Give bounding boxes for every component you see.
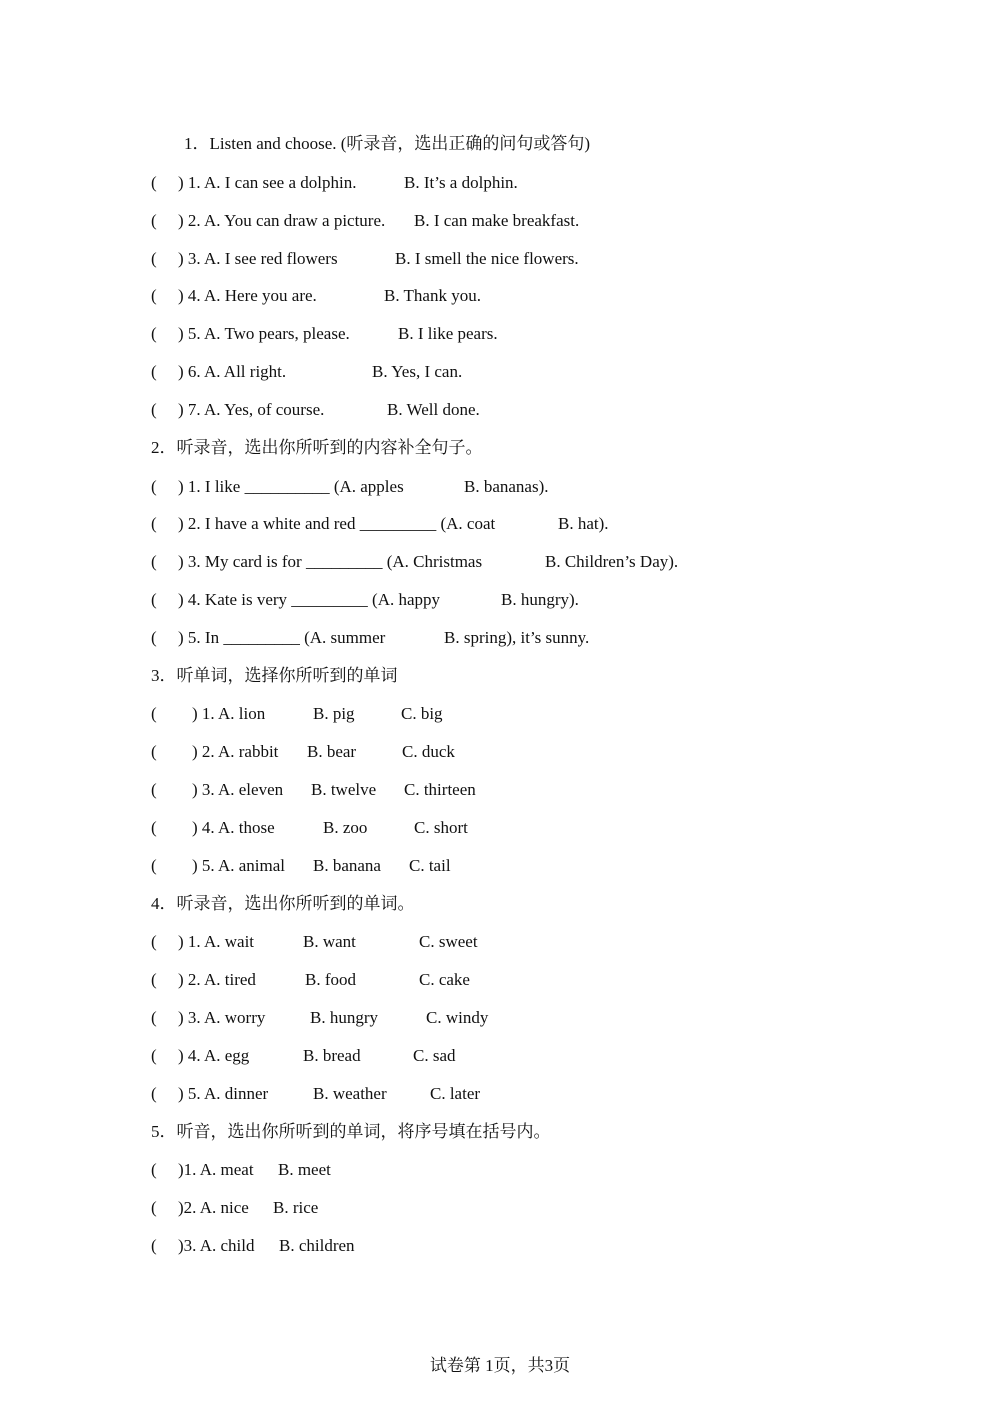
question-row bbox=[0, 550, 1000, 574]
option-b: B. Well done. bbox=[387, 400, 480, 419]
answer-bracket: ( bbox=[151, 477, 157, 496]
question-row bbox=[0, 740, 1000, 764]
question-row bbox=[0, 398, 1000, 422]
question-stem: ) 3. A. I see red flowers bbox=[178, 249, 338, 268]
answer-bracket: ( bbox=[151, 780, 157, 799]
option-b: B. I like pears. bbox=[398, 324, 498, 343]
answer-bracket: ( bbox=[151, 1160, 157, 1179]
answer-bracket: ( bbox=[151, 400, 157, 419]
question-stem: ) 3. A. eleven bbox=[192, 780, 284, 799]
option-c: C. tail bbox=[409, 856, 451, 875]
question-row bbox=[0, 1158, 1000, 1182]
answer-bracket: ( bbox=[151, 1046, 157, 1065]
option-b: B. zoo bbox=[323, 818, 368, 837]
question-row bbox=[0, 322, 1000, 346]
question-row bbox=[0, 702, 1000, 726]
question-stem: ) 5. A. Two pears, please. bbox=[178, 324, 350, 343]
answer-bracket: ( bbox=[151, 286, 157, 305]
question-stem: ) 4. Kate is very _________ (A. happy bbox=[178, 590, 441, 609]
section-3-heading: 3．听单词，选择你所听到的单词 bbox=[151, 666, 398, 685]
option-b: B. bear bbox=[307, 742, 357, 761]
answer-bracket: ( bbox=[151, 514, 157, 533]
question-stem: ) 5. In _________ (A. summer bbox=[178, 628, 386, 647]
question-row bbox=[0, 1044, 1000, 1068]
answer-bracket: ( bbox=[151, 742, 157, 761]
question-row bbox=[0, 626, 1000, 650]
answer-bracket: ( bbox=[151, 211, 157, 230]
answer-bracket: ( bbox=[151, 1236, 157, 1255]
option-b: B. weather bbox=[313, 1084, 387, 1103]
question-stem: ) 6. A. All right. bbox=[178, 362, 287, 381]
answer-bracket: ( bbox=[151, 590, 157, 609]
option-b: B. pig bbox=[313, 704, 355, 723]
option-c: C. thirteen bbox=[404, 780, 476, 799]
option-b: B. spring), it’s sunny. bbox=[444, 628, 590, 647]
question-row bbox=[0, 360, 1000, 384]
section-1-heading: 1．Listen and choose. (听录音，选出正确的问句或答句) bbox=[184, 134, 591, 153]
option-b: B. Yes, I can. bbox=[372, 362, 463, 381]
answer-bracket: ( bbox=[151, 932, 157, 951]
option-b: B. banana bbox=[313, 856, 381, 875]
question-row bbox=[0, 816, 1000, 840]
question-row bbox=[0, 1082, 1000, 1106]
option-b: B. rice bbox=[273, 1198, 319, 1217]
question-row bbox=[0, 968, 1000, 992]
question-stem: ) 1. A. lion bbox=[192, 704, 266, 723]
option-c: C. sweet bbox=[419, 932, 478, 951]
option-b: B. want bbox=[303, 932, 356, 951]
question-stem: ) 4. A. those bbox=[192, 818, 275, 837]
option-b: B. hat). bbox=[558, 514, 609, 533]
question-stem: )3. A. child bbox=[178, 1236, 255, 1255]
option-b: B. children bbox=[279, 1236, 355, 1255]
question-stem: ) 3. A. worry bbox=[178, 1008, 266, 1027]
page-footer: 试卷第 1页，共3页 bbox=[429, 1356, 571, 1375]
option-b: B. It’s a dolphin. bbox=[404, 173, 518, 192]
question-stem: ) 4. A. egg bbox=[178, 1046, 250, 1065]
answer-bracket: ( bbox=[151, 249, 157, 268]
question-row bbox=[0, 778, 1000, 802]
answer-bracket: ( bbox=[151, 324, 157, 343]
answer-bracket: ( bbox=[151, 818, 157, 837]
section-5-heading: 5．听音，选出你所听到的单词，将序号填在括号内。 bbox=[151, 1122, 551, 1141]
question-row bbox=[0, 854, 1000, 878]
option-b: B. I can make breakfast. bbox=[414, 211, 580, 230]
answer-bracket: ( bbox=[151, 1084, 157, 1103]
question-stem: ) 1. A. I can see a dolphin. bbox=[178, 173, 357, 192]
section-2-heading: 2．听录音，选出你所听到的内容补全句子。 bbox=[151, 438, 483, 457]
option-b: B. Children’s Day). bbox=[545, 552, 679, 571]
option-b: B. food bbox=[305, 970, 356, 989]
question-stem: ) 1. I like __________ (A. apples bbox=[178, 477, 404, 496]
option-c: C. short bbox=[414, 818, 468, 837]
answer-bracket: ( bbox=[151, 628, 157, 647]
question-stem: ) 5. A. animal bbox=[192, 856, 286, 875]
question-row bbox=[0, 284, 1000, 308]
answer-bracket: ( bbox=[151, 856, 157, 875]
question-row bbox=[0, 512, 1000, 536]
question-row bbox=[0, 588, 1000, 612]
question-stem: ) 2. I have a white and red _________ (A. coat bbox=[178, 514, 496, 533]
option-c: C. sad bbox=[413, 1046, 456, 1065]
answer-bracket: ( bbox=[151, 1008, 157, 1027]
question-stem: ) 7. A. Yes, of course. bbox=[178, 400, 325, 419]
option-b: B. bread bbox=[303, 1046, 361, 1065]
question-stem: ) 4. A. Here you are. bbox=[178, 286, 317, 305]
question-stem: ) 2. A. You can draw a picture. bbox=[178, 211, 386, 230]
option-b: B. hungry bbox=[310, 1008, 378, 1027]
question-row bbox=[0, 209, 1000, 233]
question-stem: )1. A. meat bbox=[178, 1160, 254, 1179]
answer-bracket: ( bbox=[151, 1198, 157, 1217]
question-stem: ) 2. A. tired bbox=[178, 970, 256, 989]
answer-bracket: ( bbox=[151, 704, 157, 723]
option-b: B. Thank you. bbox=[384, 286, 481, 305]
answer-bracket: ( bbox=[151, 173, 157, 192]
answer-bracket: ( bbox=[151, 362, 157, 381]
option-b: B. meet bbox=[278, 1160, 331, 1179]
question-row bbox=[0, 1234, 1000, 1258]
question-row bbox=[0, 1196, 1000, 1220]
question-stem: ) 3. My card is for _________ (A. Christmas bbox=[178, 552, 483, 571]
option-b: B. hungry). bbox=[501, 590, 579, 609]
option-c: C. cake bbox=[419, 970, 470, 989]
question-stem: ) 2. A. rabbit bbox=[192, 742, 279, 761]
option-b: B. bananas). bbox=[464, 477, 549, 496]
question-row bbox=[0, 171, 1000, 195]
answer-bracket: ( bbox=[151, 552, 157, 571]
question-stem: ) 5. A. dinner bbox=[178, 1084, 269, 1103]
answer-bracket: ( bbox=[151, 970, 157, 989]
question-row bbox=[0, 1006, 1000, 1030]
question-stem: )2. A. nice bbox=[178, 1198, 249, 1217]
option-c: C. duck bbox=[402, 742, 455, 761]
option-c: C. windy bbox=[426, 1008, 489, 1027]
section-4-heading: 4．听录音，选出你所听到的单词。 bbox=[151, 894, 415, 913]
option-b: B. twelve bbox=[311, 780, 377, 799]
question-row bbox=[0, 247, 1000, 271]
question-row bbox=[0, 475, 1000, 499]
question-row bbox=[0, 930, 1000, 954]
option-c: C. big bbox=[401, 704, 443, 723]
option-c: C. later bbox=[430, 1084, 481, 1103]
question-stem: ) 1. A. wait bbox=[178, 932, 255, 951]
option-b: B. I smell the nice flowers. bbox=[395, 249, 579, 268]
